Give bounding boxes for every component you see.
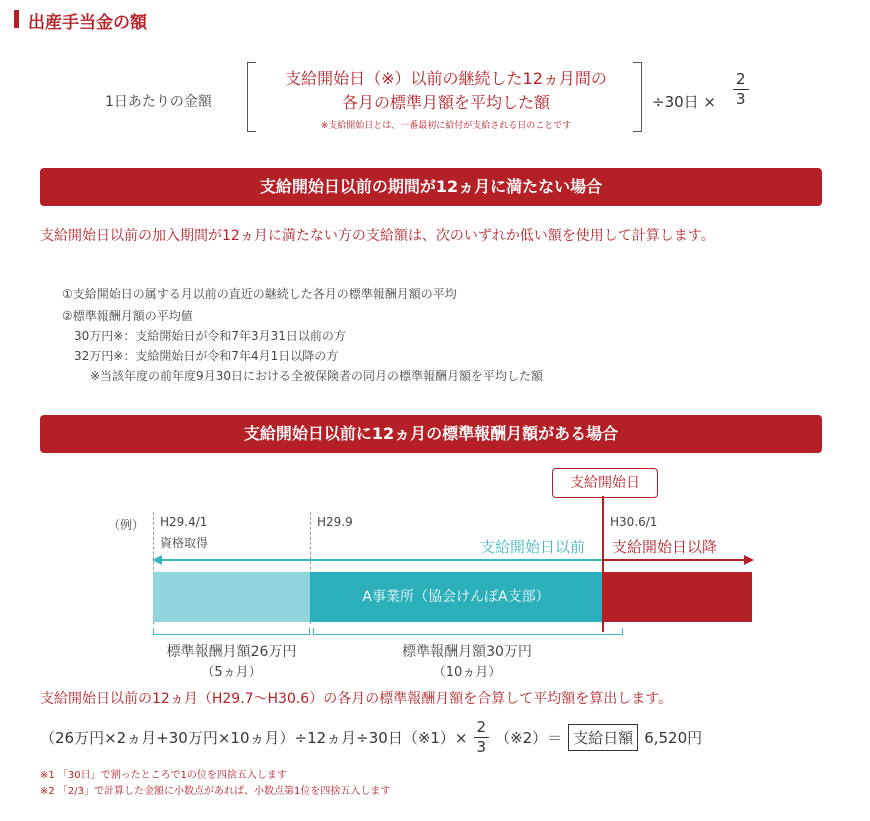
- section1-description: 支給開始日以前の加入期間が12ヵ月に満たない方の支給額は、次のいずれか低い額を使用して計算します。: [40, 228, 715, 244]
- calculation: [40, 720, 702, 755]
- segment-early: [153, 572, 310, 622]
- list-item: ②標準報酬月額の平均値: [62, 309, 193, 323]
- list-item: ①支給開始日の属する月以前の直近の継続した各月の標準報酬月額の平均: [62, 287, 457, 301]
- formula-note: ※支給開始日とは、一番最初に給付が支給される日のことです: [320, 121, 572, 131]
- footnote-2: ※2 「2/3」で計算した金額に小数点があれば、小数点第1位を四捨五入します: [40, 786, 391, 797]
- segment-a-office: A事業所（協会けんぽA支部）: [310, 572, 602, 622]
- before-arrow-head: [152, 555, 162, 565]
- date-h29-4: H29.4/1: [160, 515, 208, 529]
- section2-banner: 支給開始日以前に12ヵ月の標準報酬月額がある場合: [40, 415, 822, 453]
- after-arrow-head: [744, 555, 754, 565]
- segment-after: [602, 572, 752, 622]
- amount-30: 標準報酬月額30万円: [402, 644, 532, 660]
- start-date-box: 支給開始日: [552, 468, 658, 498]
- title-accent-bar: [14, 10, 19, 28]
- page-title: 出産手当金の額: [28, 13, 147, 33]
- calc-note2-ref: （※2）＝: [495, 729, 563, 747]
- formula-line1: 支給開始日（※）以前の継続した12ヵ月間の: [285, 69, 607, 88]
- bracket-26: [153, 628, 310, 635]
- months-5: （5ヵ月）: [201, 665, 262, 680]
- formula-label: 1日あたりの金額: [105, 94, 212, 110]
- section1-banner: 支給開始日以前の期間が12ヵ月に満たない場合: [40, 168, 822, 206]
- result-value: 6,520円: [644, 729, 703, 747]
- after-label: 支給開始日以降: [612, 538, 718, 556]
- calc-expression: （26万円×2ヵ月+30万円×10ヵ月）÷12ヵ月÷30日（※1）×: [40, 729, 468, 747]
- formula-operator: ÷30日 ×: [652, 93, 716, 111]
- calc-frac-num: 2: [474, 720, 490, 738]
- date-h29-4-label: 資格取得: [160, 536, 209, 550]
- example-label: （例）: [108, 518, 145, 532]
- formula-bracket-left: [247, 62, 256, 132]
- amount-26: 標準報酬月額26万円: [166, 644, 297, 660]
- date-h30-6: H30.6/1: [610, 515, 658, 529]
- list-item: 32万円※：支給開始日が令和7年4月1日以降の方: [74, 349, 339, 363]
- formula-fraction: [733, 72, 749, 107]
- summary-text: 支給開始日以前の12ヵ月（H29.7～H30.6）の各月の標準報酬月額を合算して平均額を算出します。: [40, 691, 673, 707]
- calc-fraction: [474, 720, 490, 755]
- formula-line2: 各月の標準月額を平均した額: [341, 93, 550, 112]
- formula-frac-den: 3: [736, 90, 746, 108]
- footnote-1: ※1 「30日」で割ったところで1の位を四捨五入します: [40, 770, 287, 781]
- result-label: 支給日額: [568, 724, 638, 751]
- formula-bracket-right: [633, 62, 642, 132]
- timeline-arrows: [150, 552, 760, 568]
- bracket-30: [313, 628, 623, 635]
- date-h29-9: H29.9: [317, 515, 353, 529]
- list-item: 30万円※：支給開始日が令和7年3月31日以前の方: [74, 329, 346, 343]
- before-label: 支給開始日以前: [480, 538, 586, 556]
- months-10: （10ヵ月）: [432, 665, 502, 680]
- formula-frac-num: 2: [733, 72, 749, 90]
- list-item: ※当該年度の前年度9月30日における全被保険者の同月の標準報酬月額を平均した額: [90, 369, 543, 383]
- calc-frac-den: 3: [476, 738, 487, 756]
